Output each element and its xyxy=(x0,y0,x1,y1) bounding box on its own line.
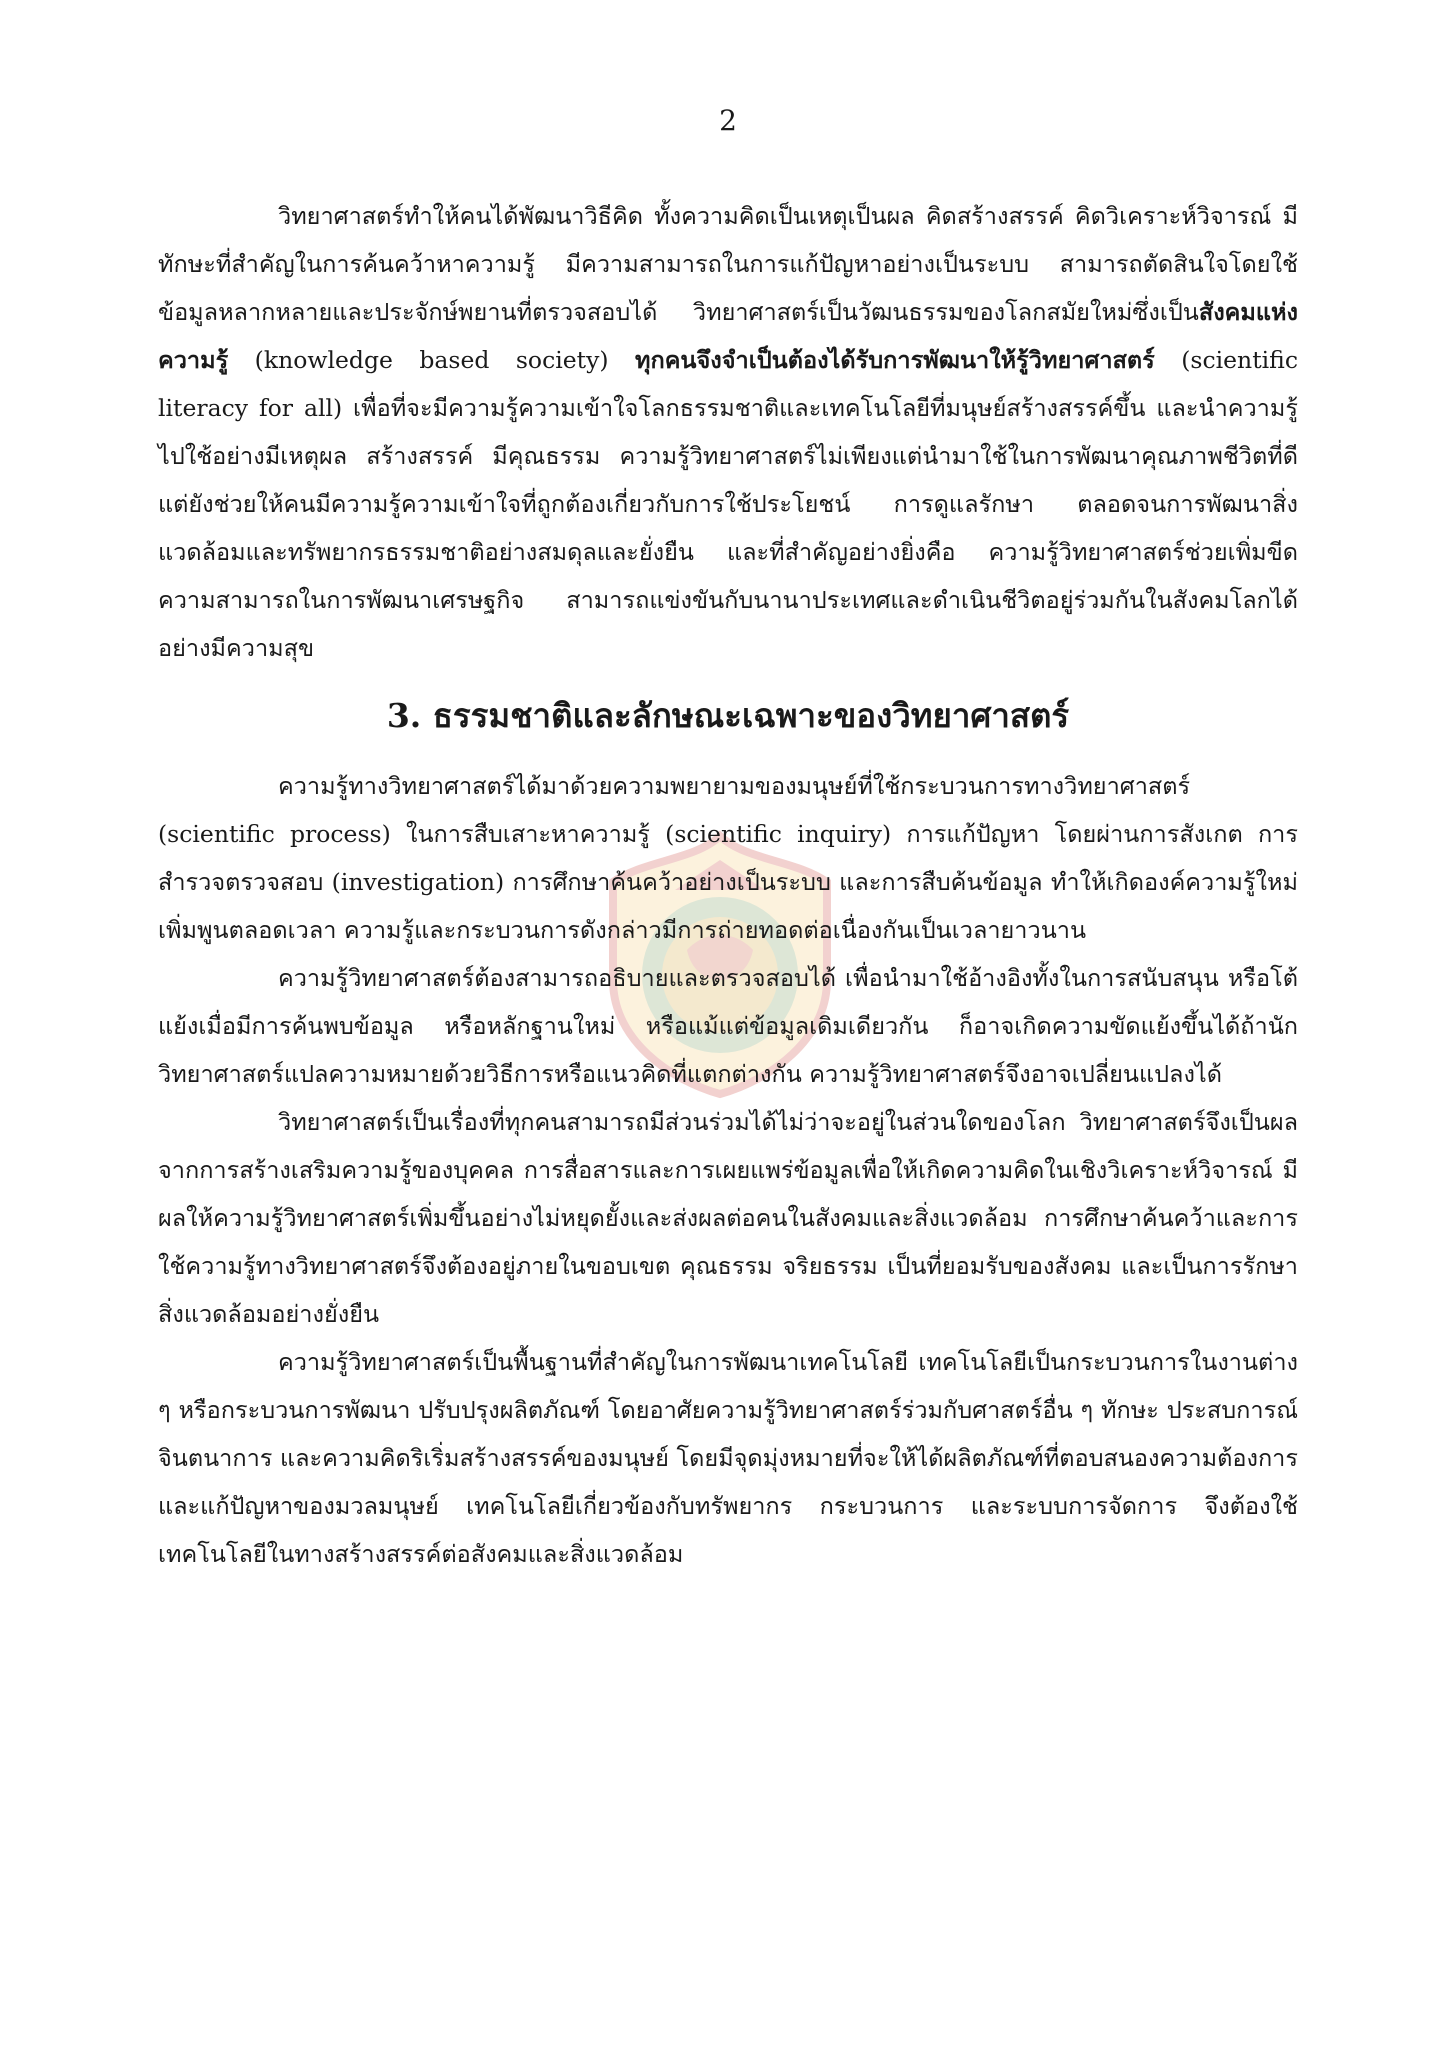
section-heading: 3. ธรรมชาติและลักษณะเฉพาะของวิทยาศาสตร์ xyxy=(386,696,1070,735)
page-number: 2 xyxy=(719,104,737,137)
paragraph: ความรู้ทางวิทยาศาสตร์ได้มาด้วยความพยายามของมนุษย์ที่ใช้กระบวนการทางวิทยาศาสตร์ (scientific process) ในการสืบเสาะหาความรู้ (scientific inquiry) การแก้ปัญหา โดยผ่านการสังเกต การสำรวจตรวจสอบ (investigation) การศึกษาค้นคว้าอย่างเป็นระบบ และการสืบค้นข้อมูล ทำให้เกิดองค์ความรู้ใหม่เพิ่มพูนตลอดเวลา ความรู้และกระบวนการดังกล่าวมีการถ่ายทอดต่อเนื่องกันเป็นเวลายาวนาน xyxy=(158,772,1298,944)
paragraph: ความรู้วิทยาศาสตร์ต้องสามารถอธิบายและตรวจสอบได้ เพื่อนำมาใช้อ้างอิงทั้งในการสนับสนุน หรือโต้แย้งเมื่อมีการค้นพบข้อมูล หรือหลักฐานใหม่ หรือแม้แต่ข้อมูลเดิมเดียวกัน ก็อาจเกิดความขัดแย้งขึ้นได้ถ้านักวิทยาศาสตร์แปลความหมายด้วยวิธีการหรือแนวคิดที่แตกต่างกัน ความรู้วิทยาศาสตร์จึงอาจเปลี่ยนแปลงได้ xyxy=(158,964,1298,1088)
document-body xyxy=(158,192,1298,1578)
bold-term-science-literacy: ทุกคนจึงจำเป็นต้องได้รับการพัฒนาให้รู้วิทยาศาสตร์ xyxy=(634,346,1155,374)
bold-term-knowledge-society: สังคมแห่งความรู้ xyxy=(158,298,1298,374)
paragraph-intro: วิทยาศาสตร์ทำให้คนได้พัฒนาวิธีคิด ทั้งความคิดเป็นเหตุเป็นผล คิดสร้างสรรค์ คิดวิเคราะห์วิจารณ์ มีทักษะที่สำคัญในการค้นคว้าหาความรู้ มีความสามารถในการแก้ปัญหาอย่างเป็นระบบ สามารถตัดสินใจโดยใช้ข้อมูลหลากหลายและประจักษ์พยานที่ตรวจสอบได้ วิทยาศาสตร์เป็นวัฒนธรรมของโลกสมัยใหม่ซึ่งเป็นสังคมแห่งความรู้ (knowledge based society) ทุกคนจึงจำเป็นต้องได้รับการพัฒนาให้รู้วิทยาศาสตร์ (scientific literacy for all) เพื่อที่จะมีความรู้ความเข้าใจโลกธรรมชาติและเทคโนโลยีที่มนุษย์สร้างสรรค์ขึ้น และนำความรู้ไปใช้อย่างมีเหตุผล สร้างสรรค์ มีคุณธรรม ความรู้วิทยาศาสตร์ไม่เพียงแต่นำมาใช้ในการพัฒนาคุณภาพชีวิตที่ดี แต่ยังช่วยให้คนมีความรู้ความเข้าใจที่ถูกต้องเกี่ยวกับการใช้ประโยชน์ การดูแลรักษา ตลอดจนการพัฒนาสิ่งแวดล้อมและทรัพยากรธรรมชาติอย่างสมดุลและยั่งยืน และที่สำคัญอย่างยิ่งคือ ความรู้วิทยาศาสตร์ช่วยเพิ่มขีดความสามารถในการพัฒนาเศรษฐกิจ สามารถแข่งขันกับนานาประเทศและดำเนินชีวิตอยู่ร่วมกันในสังคมโลกได้อย่างมีความสุข xyxy=(158,202,1298,662)
paragraph: ความรู้วิทยาศาสตร์เป็นพื้นฐานที่สำคัญในการพัฒนาเทคโนโลยี เทคโนโลยีเป็นกระบวนการในงานต่าง ๆ หรือกระบวนการพัฒนา ปรับปรุงผลิตภัณฑ์ โดยอาศัยความรู้วิทยาศาสตร์ร่วมกับศาสตร์อื่น ๆ ทักษะ ประสบการณ์ จินตนาการ และความคิดริเริ่มสร้างสรรค์ของมนุษย์ โดยมีจุดมุ่งหมายที่จะให้ได้ผลิตภัณฑ์ที่ตอบสนองความต้องการและแก้ปัญหาของมวลมนุษย์ เทคโนโลยีเกี่ยวข้องกับทรัพยากร กระบวนการ และระบบการจัดการ จึงต้องใช้เทคโนโลยีในทางสร้างสรรค์ต่อสังคมและสิ่งแวดล้อม xyxy=(158,1348,1298,1568)
paragraph: วิทยาศาสตร์เป็นเรื่องที่ทุกคนสามารถมีส่วนร่วมได้ไม่ว่าจะอยู่ในส่วนใดของโลก วิทยาศาสตร์จึงเป็นผลจากการสร้างเสริมความรู้ของบุคคล การสื่อสารและการเผยแพร่ข้อมูลเพื่อให้เกิดความคิดในเชิงวิเคราะห์วิจารณ์ มีผลให้ความรู้วิทยาศาสตร์เพิ่มขึ้นอย่างไม่หยุดยั้งและส่งผลต่อคนในสังคมและสิ่งแวดล้อม การศึกษาค้นคว้าและการใช้ความรู้ทางวิทยาศาสตร์จึงต้องอยู่ภายในขอบเขต คุณธรรม จริยธรรม เป็นที่ยอมรับของสังคม และเป็นการรักษาสิ่งแวดล้อมอย่างยั่งยืน xyxy=(158,1108,1298,1328)
